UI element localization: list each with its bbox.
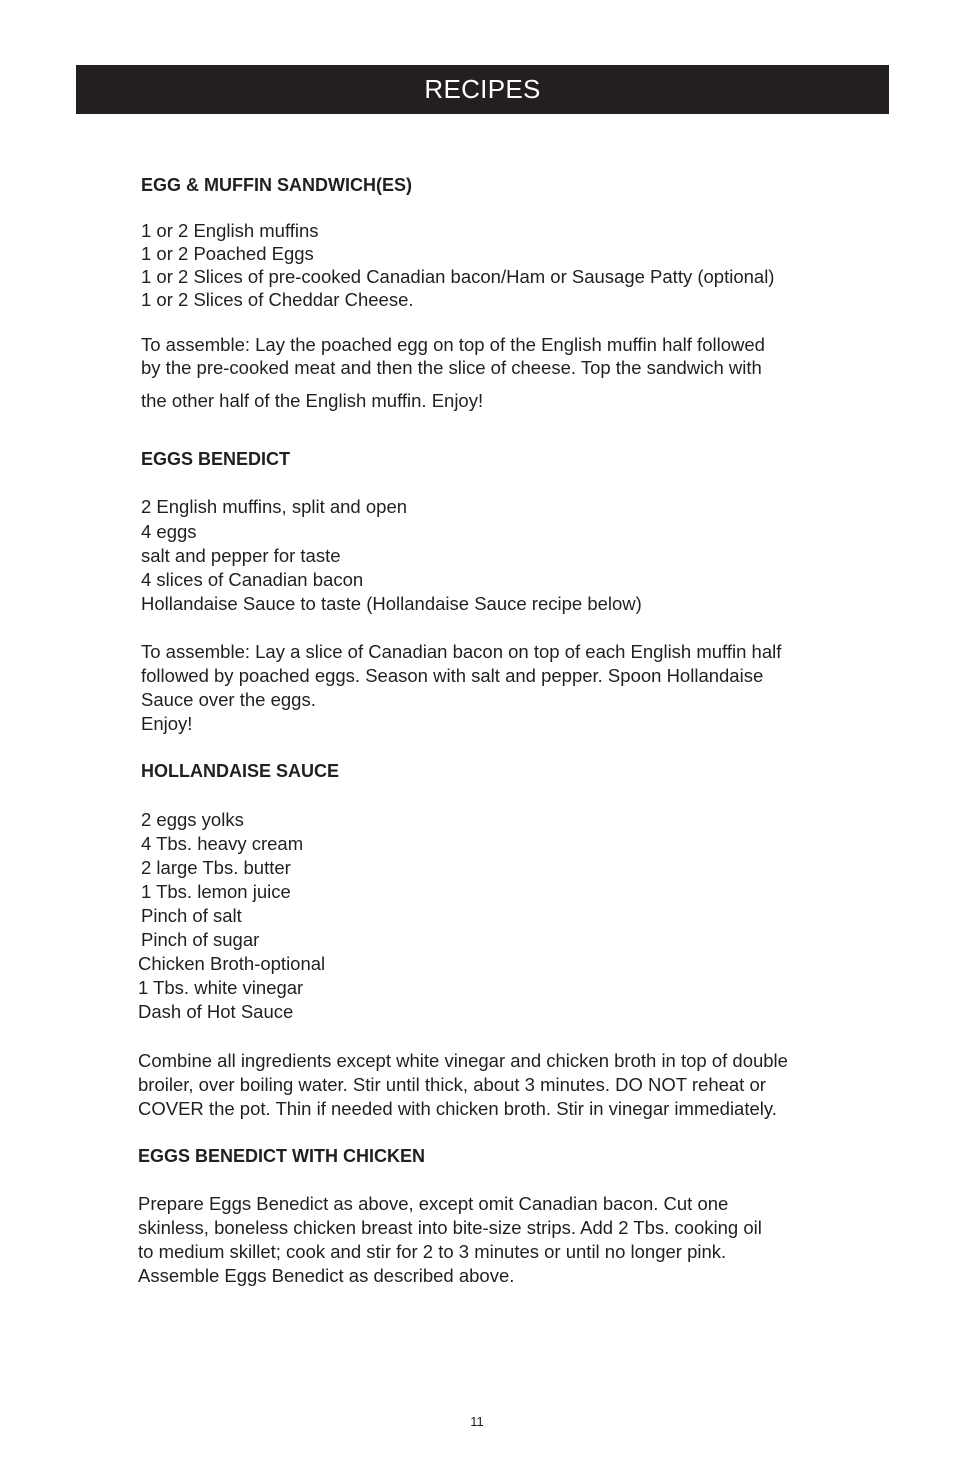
- instruction-line: Assemble Eggs Benedict as described above.: [138, 1265, 515, 1286]
- instruction-line: to medium skillet; cook and stir for 2 to 3 minutes or until no longer pink.: [138, 1241, 727, 1262]
- ingredient-item: salt and pepper for taste: [141, 545, 341, 566]
- instruction-line: skinless, boneless chicken breast into bite-size strips. Add 2 Tbs. cooking oil: [138, 1217, 762, 1238]
- section-title-eggs-benedict: EGGS BENEDICT: [141, 449, 291, 469]
- ingredient-item: 1 Tbs. lemon juice: [141, 881, 291, 902]
- page-number: 11: [470, 1414, 484, 1429]
- ingredient-item: Dash of Hot Sauce: [138, 1001, 294, 1022]
- ingredient-item: 1 or 2 Slices of pre-cooked Canadian bacon/Ham or Sausage Patty (optional): [141, 266, 775, 287]
- ingredient-item: Pinch of salt: [141, 905, 242, 926]
- instruction-line: by the pre-cooked meat and then the slice of cheese. Top the sandwich with: [141, 357, 762, 378]
- instruction-line: followed by poached eggs. Season with salt and pepper. Spoon Hollandaise: [141, 665, 764, 686]
- ingredient-item: 2 English muffins, split and open: [141, 496, 408, 517]
- instruction-line: broiler, over boiling water. Stir until thick, about 3 minutes. DO NOT reheat or: [138, 1074, 766, 1095]
- ingredient-item: Hollandaise Sauce to taste (Hollandaise Sauce recipe below): [141, 593, 642, 614]
- ingredient-item: 1 Tbs. white vinegar: [138, 977, 304, 998]
- ingredient-item: Pinch of sugar: [141, 929, 260, 950]
- page-header: RECIPES: [76, 65, 889, 114]
- section-title-hollandaise: HOLLANDAISE SAUCE: [141, 761, 340, 781]
- ingredient-item: 2 large Tbs. butter: [141, 857, 291, 878]
- instruction-line: To assemble: Lay the poached egg on top of the English muffin half followed: [141, 334, 765, 355]
- section-title-egg-muffin: EGG & MUFFIN SANDWICH(ES): [141, 175, 412, 195]
- instruction-line: the other half of the English muffin. Enjoy!: [141, 390, 484, 411]
- ingredient-item: 1 or 2 English muffins: [141, 220, 319, 241]
- ingredient-item: 2 eggs yolks: [141, 809, 244, 830]
- ingredient-item: 1 or 2 Slices of Cheddar Cheese.: [141, 289, 414, 310]
- section-title-eggs-benedict-chicken: EGGS BENEDICT WITH CHICKEN: [138, 1146, 426, 1166]
- ingredient-item: 4 Tbs. heavy cream: [141, 833, 304, 854]
- instruction-line: COVER the pot. Thin if needed with chicken broth. Stir in vinegar immediately.: [138, 1098, 777, 1119]
- instruction-line: Sauce over the eggs.: [141, 689, 316, 710]
- instruction-line: To assemble: Lay a slice of Canadian bacon on top of each English muffin half: [141, 641, 782, 662]
- ingredient-item: 4 slices of Canadian bacon: [141, 569, 364, 590]
- instruction-line: Prepare Eggs Benedict as above, except omit Canadian bacon. Cut one: [138, 1193, 729, 1214]
- ingredient-item: 1 or 2 Poached Eggs: [141, 243, 314, 264]
- ingredient-item: 4 eggs: [141, 521, 197, 542]
- instruction-line: Enjoy!: [141, 713, 193, 734]
- instruction-line: Combine all ingredients except white vinegar and chicken broth in top of double: [138, 1050, 788, 1071]
- ingredient-item: Chicken Broth-optional: [138, 953, 326, 974]
